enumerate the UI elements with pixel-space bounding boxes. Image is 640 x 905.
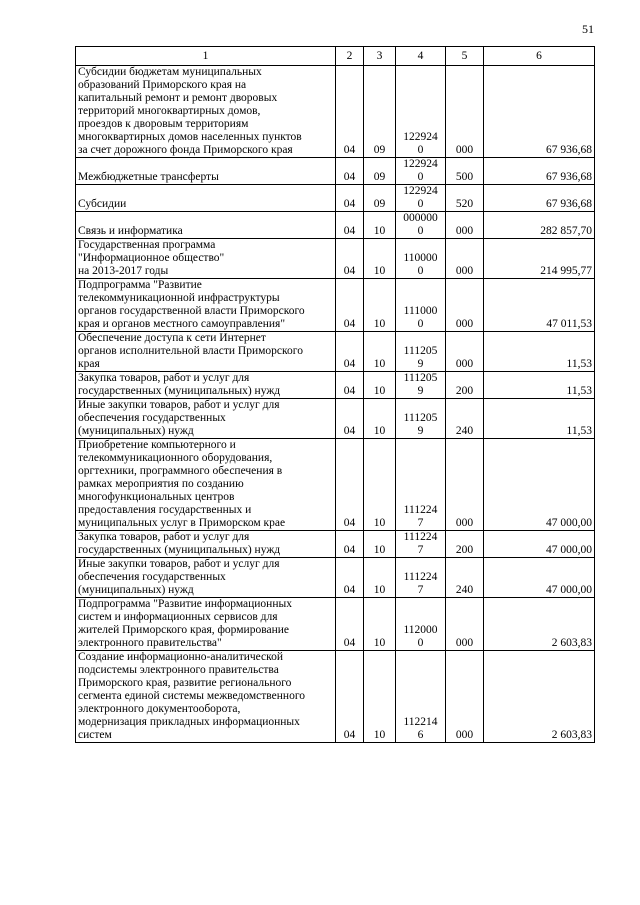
table-row <box>76 66 595 158</box>
row-name: Закупка товаров, работ и услуг для государственных (муниципальных) нужд <box>76 372 336 399</box>
row-type: 000 <box>446 332 484 372</box>
row-subsection: 10 <box>364 239 396 279</box>
row-subsection: 10 <box>364 558 396 598</box>
row-type: 000 <box>446 651 484 743</box>
page-number: 51 <box>582 22 594 36</box>
row-type: 500 <box>446 158 484 185</box>
row-subsection: 10 <box>364 332 396 372</box>
row-name: Государственная программа "Информационное общество" на 2013-2017 годы <box>76 239 336 279</box>
row-name: Иные закупки товаров, работ и услуг для обеспечения государственных (муниципальных) нужд <box>76 399 336 439</box>
row-name: Закупка товаров, работ и услуг для государственных (муниципальных) нужд <box>76 531 336 558</box>
row-sum: 47 011,53 <box>484 279 595 332</box>
row-section: 04 <box>336 332 364 372</box>
row-code: 111224 7 <box>396 558 446 598</box>
row-name: Подпрограмма "Развитие телекоммуникационной инфраструктуры органов государственной власти Приморского края и органов местного самоуправления" <box>76 279 336 332</box>
table-row <box>76 332 595 372</box>
row-section: 04 <box>336 651 364 743</box>
row-section: 04 <box>336 66 364 158</box>
row-code: 122924 0 <box>396 66 446 158</box>
row-subsection: 10 <box>364 279 396 332</box>
row-sum: 67 936,68 <box>484 185 595 212</box>
table-row <box>76 239 595 279</box>
row-sum: 2 603,83 <box>484 598 595 651</box>
row-subsection: 10 <box>364 372 396 399</box>
row-subsection: 10 <box>364 651 396 743</box>
header-sum: 6 <box>484 47 595 66</box>
row-subsection: 09 <box>364 185 396 212</box>
table-row <box>76 598 595 651</box>
row-section: 04 <box>336 185 364 212</box>
row-section: 04 <box>336 598 364 651</box>
header-name: 1 <box>76 47 336 66</box>
header-section: 2 <box>336 47 364 66</box>
row-code: 110000 0 <box>396 239 446 279</box>
row-type: 000 <box>446 439 484 531</box>
row-sum: 67 936,68 <box>484 66 595 158</box>
header-code: 4 <box>396 47 446 66</box>
row-code: 111224 7 <box>396 439 446 531</box>
row-code: 122924 0 <box>396 158 446 185</box>
row-name: Иные закупки товаров, работ и услуг для обеспечения государственных (муниципальных) нужд <box>76 558 336 598</box>
row-code: 111224 7 <box>396 531 446 558</box>
row-code: 112000 0 <box>396 598 446 651</box>
row-section: 04 <box>336 158 364 185</box>
table-row <box>76 158 595 185</box>
row-section: 04 <box>336 239 364 279</box>
row-section: 04 <box>336 399 364 439</box>
row-section: 04 <box>336 212 364 239</box>
row-subsection: 10 <box>364 399 396 439</box>
row-subsection: 09 <box>364 158 396 185</box>
row-code: 111205 9 <box>396 372 446 399</box>
row-name: Обеспечение доступа к сети Интернет органов исполнительной власти Приморского края <box>76 332 336 372</box>
row-type: 000 <box>446 212 484 239</box>
row-sum: 11,53 <box>484 399 595 439</box>
row-subsection: 10 <box>364 598 396 651</box>
row-code: 111205 9 <box>396 332 446 372</box>
table-row <box>76 372 595 399</box>
table-row <box>76 531 595 558</box>
row-subsection: 10 <box>364 531 396 558</box>
row-type: 000 <box>446 279 484 332</box>
row-subsection: 09 <box>364 66 396 158</box>
row-type: 240 <box>446 399 484 439</box>
table-row <box>76 651 595 743</box>
budget-table <box>75 46 595 743</box>
row-name: Межбюджетные трансферты <box>76 158 336 185</box>
row-code: 111205 9 <box>396 399 446 439</box>
row-type: 240 <box>446 558 484 598</box>
row-section: 04 <box>336 558 364 598</box>
header-type: 5 <box>446 47 484 66</box>
row-name: Приобретение компьютерного и телекоммуникационного оборудования, оргтехники, программного обеспечения в рамках мероприятия по созданию многофункциональных центров предоставления государственных и муниципальных услуг в Приморском крае <box>76 439 336 531</box>
row-section: 04 <box>336 279 364 332</box>
table-row <box>76 558 595 598</box>
row-type: 200 <box>446 531 484 558</box>
row-type: 000 <box>446 598 484 651</box>
row-type: 000 <box>446 239 484 279</box>
row-code: 112214 6 <box>396 651 446 743</box>
row-sum: 47 000,00 <box>484 558 595 598</box>
row-name: Подпрограмма "Развитие информационных систем и информационных сервисов для жителей Приморского края, формирование электронного правительства" <box>76 598 336 651</box>
row-sum: 282 857,70 <box>484 212 595 239</box>
row-type: 200 <box>446 372 484 399</box>
row-sum: 11,53 <box>484 332 595 372</box>
row-name: Создание информационно-аналитической подсистемы электронного правительства Приморского края, развитие регионального сегмента единой системы межведомственного электронного документооборота, модернизация прикладных информационных систем <box>76 651 336 743</box>
row-subsection: 10 <box>364 439 396 531</box>
row-type: 000 <box>446 66 484 158</box>
row-code: 111000 0 <box>396 279 446 332</box>
row-sum: 11,53 <box>484 372 595 399</box>
row-name: Связь и информатика <box>76 212 336 239</box>
row-sum: 47 000,00 <box>484 531 595 558</box>
table-header-row <box>76 47 595 66</box>
table-row <box>76 185 595 212</box>
row-section: 04 <box>336 439 364 531</box>
table-row <box>76 212 595 239</box>
row-sum: 47 000,00 <box>484 439 595 531</box>
row-type: 520 <box>446 185 484 212</box>
table-row <box>76 399 595 439</box>
table-row <box>76 279 595 332</box>
row-name: Субсидии бюджетам муниципальных образований Приморского края на капитальный ремонт и ремонт дворовых территорий многоквартирных домов, проездов к дворовым территориям многоквартирных домов населенных пунктов за счет дорожного фонда Приморского края <box>76 66 336 158</box>
header-subsection: 3 <box>364 47 396 66</box>
row-sum: 214 995,77 <box>484 239 595 279</box>
row-section: 04 <box>336 531 364 558</box>
row-subsection: 10 <box>364 212 396 239</box>
row-section: 04 <box>336 372 364 399</box>
row-code: 000000 0 <box>396 212 446 239</box>
table-row <box>76 439 595 531</box>
row-sum: 2 603,83 <box>484 651 595 743</box>
row-code: 122924 0 <box>396 185 446 212</box>
row-sum: 67 936,68 <box>484 158 595 185</box>
row-name: Субсидии <box>76 185 336 212</box>
